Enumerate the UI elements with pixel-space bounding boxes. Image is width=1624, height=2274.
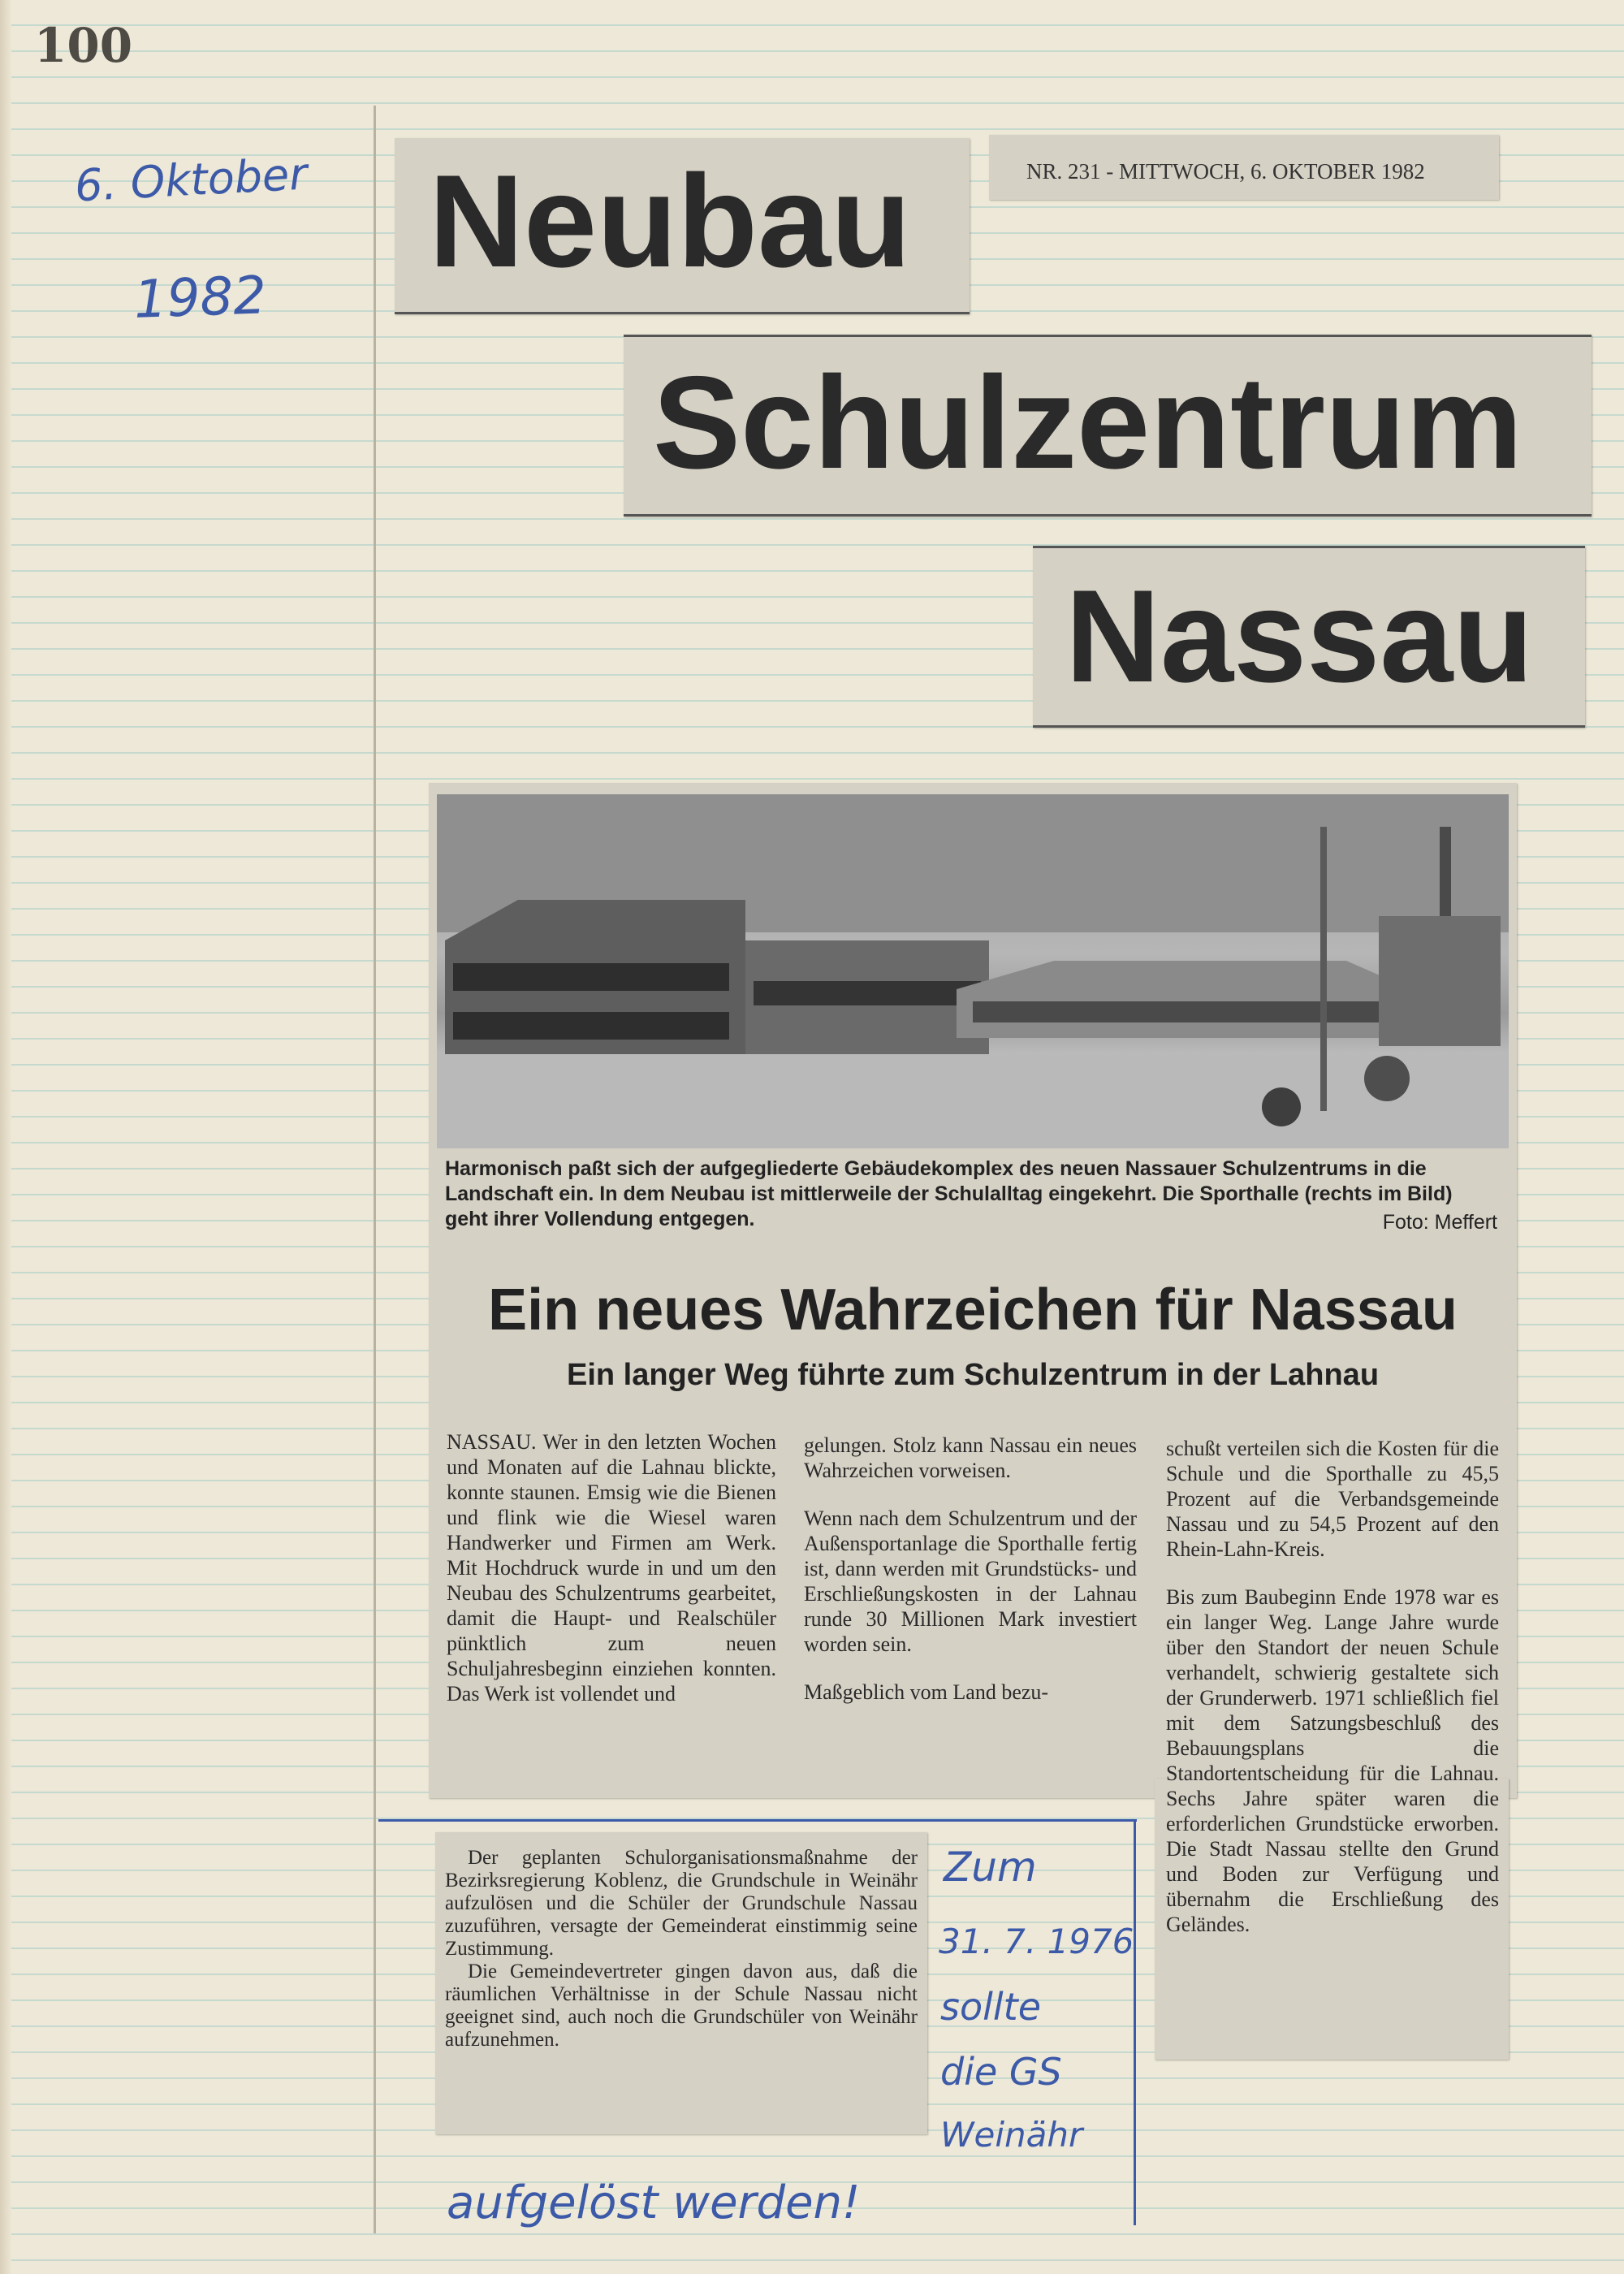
page-number: 100 — [34, 18, 133, 73]
pen-frame-right — [1134, 1819, 1136, 2225]
col2-paragraph-2: Wenn nach dem Schulzentrum und der Außensportanlage die Sporthalle fertig ist, dann werden mit Grundstücks- und Erschließungskosten in der Lahnau runde 30 Millionen Mark investiert worden sein. — [804, 1507, 1137, 1656]
article-column-1 — [447, 1429, 776, 1729]
col2-paragraph-3: Maßgeblich vom Land bezu- — [804, 1680, 1049, 1704]
page-edge — [0, 0, 11, 2274]
note-line-6: aufgelöst werden! — [447, 2177, 861, 2229]
note-line-2: 31. 7. 1976 — [939, 1922, 1134, 1961]
council-clip — [435, 1832, 927, 2134]
col1-paragraph: NASSAU. Wer in den letzten Wochen und Monaten auf die Lahnau blickte, konnte staunen. Emsig wie die Bienen und flink wie die Wiesel waren Handwerker und Firmen am Werk. Mit Hochdruck wurde in und um den Neubau des Schulzentrums gearbeitet, damit die Haupt- und Realschüler pünktlich zum neuen Schuljahresbeginn einziehen konnten. Das Werk ist vollendet und — [447, 1430, 776, 1706]
headline-clip-1 — [395, 138, 970, 314]
photo-credit: Foto: Meffert — [1382, 1211, 1497, 1234]
note-line-4: die GS — [940, 2050, 1062, 2094]
article-column-3 — [1166, 1436, 1499, 1960]
headline-clip-2 — [624, 335, 1592, 517]
council-paragraph-1: Der geplanten Schulorganisationsmaßnahme der Bezirksregierung Koblenz, die Grundschule in Weinähr aufzulösen und die Schüler der Grundschule Nassau zuzuführen, versagte der Gemeinderat einstimmig seine Zustimmung. — [445, 1847, 918, 1960]
photo-illustration — [437, 794, 1509, 1148]
council-paragraph-2: Die Gemeindevertreter gingen davon aus, daß die räumlichen Verhältnisse in der Schule Nassau nicht geeignet sind, auch noch die Grundschüler von Weinähr aufzunehmen. — [445, 1961, 918, 2051]
handwritten-date-line2: 1982 — [132, 266, 268, 331]
dateline-clip — [989, 135, 1499, 200]
note-line-1: Zum — [944, 1844, 1037, 1891]
council-text — [445, 1847, 918, 2051]
headline-clip-3 — [1033, 546, 1585, 728]
handwritten-date-line1: 6. Oktober — [73, 148, 309, 212]
col2-paragraph-1: gelungen. Stolz kann Nassau ein neues Wahrzeichen vorweisen. — [804, 1433, 1137, 1482]
issue-dateline: NR. 231 - MITTWOCH, 6. OKTOBER 1982 — [1026, 159, 1425, 184]
col3-paragraph-2: Bis zum Baubeginn Ende 1978 war es ein langer Weg. Lange Jahre wurde über den Standort der neuen Schule verhandelt, schwierig gestaltete sich der Grunderwerb. 1971 schließlich fiel mit dem Satzungsbeschluß des Bebauungsplans die Standortentscheidung für die Lahnau. Sechs Jahre später waren die erforderlichen Grundstücke erworben. Die Stadt Nassau stellte den Grund und Boden zur Verfügung und übernahm die Erschließung des Geländes. — [1166, 1585, 1499, 1936]
note-line-5: Weinähr — [940, 2115, 1083, 2155]
article-column-2 — [804, 1433, 1137, 1727]
pen-frame-top — [378, 1819, 1137, 1822]
headline-line3: Nassau — [1065, 563, 1534, 710]
note-line-3: sollte — [940, 1985, 1042, 2029]
school-building-photo — [437, 794, 1509, 1148]
headline-line2: Schulzentrum — [653, 349, 1523, 496]
col3-paragraph-1: schußt verteilen sich die Kosten für die Schule und die Sporthalle zu 45,5 Prozent auf die Verbandsgemeinde Nassau und zu 54,5 Prozent auf den Rhein-Lahn-Kreis. — [1166, 1437, 1499, 1561]
article-subtitle: Ein langer Weg führte zum Schulzentrum in der Lahnau — [566, 1358, 1380, 1392]
article-title: Ein neues Wahrzeichen für Nassau — [488, 1278, 1458, 1342]
margin-line — [374, 106, 376, 2233]
photo-caption: Harmonisch paßt sich der aufgegliederte Gebäudekomplex des neuen Nassauer Schulzentrums in die Landschaft ein. In dem Neubau ist mittlerweile der Schulalltag eingekehrt. Die Sporthalle (rechts im Bild) geht ihrer Vollendung entgegen. — [445, 1157, 1453, 1230]
headline-line1: Neubau — [429, 148, 912, 295]
